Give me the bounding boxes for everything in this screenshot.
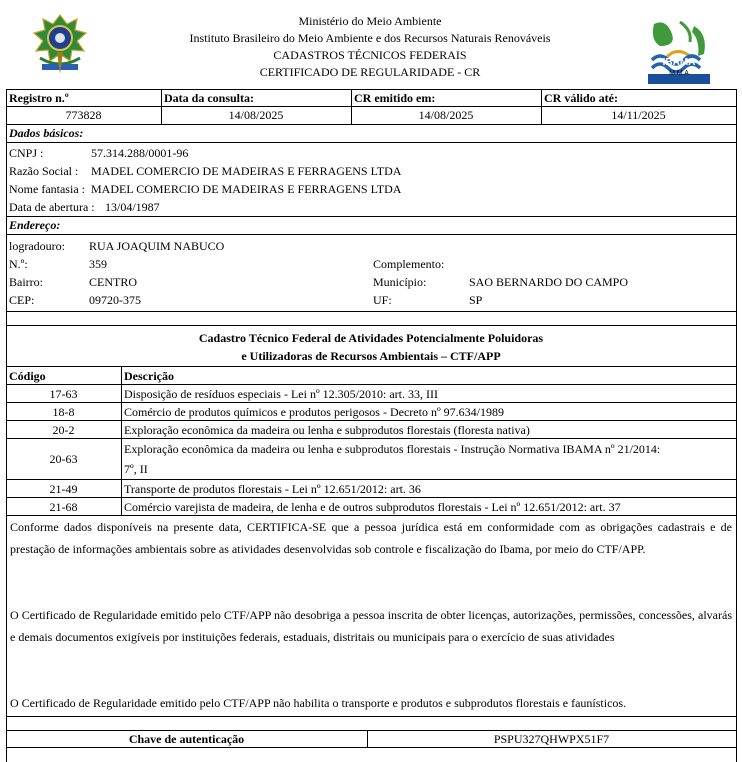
activity-description: Exploração econômica da madeira ou lenha e subprodutos florestais (floresta nativa)	[124, 423, 530, 437]
uf-value: SP	[469, 293, 483, 307]
valido-label: CR válido até:	[544, 91, 618, 105]
activity-description: Comércio de produtos químicos e produtos perigosos - Decreto nº 97.634/1989	[124, 405, 504, 419]
divider	[6, 716, 736, 717]
disclaimer-paragraph: O Certificado de Regularidade emitido pelo CTF/APP não desobriga a pessoa inscrita de obter licenças, autorizações, permissões, concessões, alvarás e demais documentos exigíveis por instituições federais, estaduais, distritais ou municipais para o exercício de suas atividades	[10, 608, 732, 644]
activity-description: Disposição de resíduos especiais - Lei nº 12.305/2010: art. 33, III	[124, 387, 438, 401]
brazil-coat-of-arms-icon	[30, 14, 90, 76]
divider	[6, 216, 736, 217]
activity-description-continuation: 7º, II	[124, 462, 148, 476]
ibama-logo-subtext: M M A	[669, 70, 689, 77]
divider	[6, 747, 736, 748]
nome-fantasia-label: Nome fantasia :	[9, 182, 85, 196]
numero-label: N.º:	[9, 257, 28, 271]
col-descricao-header: Descrição	[124, 369, 174, 383]
activity-code: 21-68	[49, 500, 78, 514]
header-certificate-title: CERTIFICADO DE REGULARIDADE - CR	[259, 65, 481, 79]
activity-code: 20-2	[52, 423, 75, 437]
endereco-heading: Endereço:	[9, 218, 61, 232]
activity-description: Transporte de produtos florestais - Lei nº 12.651/2012: art. 36	[124, 482, 421, 496]
header-institute: Instituto Brasileiro do Meio Ambiente e dos Recursos Naturais Renováveis	[189, 31, 551, 45]
col-codigo-header: Código	[9, 369, 46, 383]
divider	[6, 479, 736, 480]
ctf-title-line2: e Utilizadoras de Recursos Ambientais – CTF/APP	[241, 349, 501, 363]
bairro-value: CENTRO	[89, 275, 137, 289]
divider	[6, 142, 736, 143]
cep-label: CEP:	[9, 293, 35, 307]
ibama-logo-text: IBAMA	[662, 57, 696, 68]
registro-value: 773828	[65, 108, 102, 122]
numero-value: 359	[89, 257, 107, 271]
divider	[6, 124, 736, 125]
complemento-label: Complemento:	[373, 257, 445, 271]
nome-fantasia-value: MADEL COMERCIO DE MADEIRAS E FERRAGENS LTDA	[91, 182, 402, 196]
divider	[6, 420, 736, 421]
chave-value: PSPU327QHWPX51F7	[493, 732, 610, 746]
dados-basicos-heading: Dados básicos:	[9, 126, 84, 140]
activity-code: 17-63	[49, 387, 78, 401]
divider	[6, 325, 736, 326]
emitido-label: CR emitido em:	[354, 91, 436, 105]
activity-description: Comércio varejista de madeira, de lenha e de outros subprodutos florestais - Lei nº 12.651/2012: art. 37	[124, 500, 621, 514]
header-cadastros: CADASTROS TÉCNICOS FEDERAIS	[273, 48, 467, 62]
valido-value: 14/11/2025	[611, 108, 666, 122]
divider	[6, 311, 736, 312]
data-abertura-label: Data de abertura :	[9, 200, 95, 214]
activity-description: Exploração econômica da madeira ou lenha e subprodutos florestais - Instrução Normativa IBAMA nº 21/2014:	[124, 442, 661, 456]
divider	[6, 234, 736, 235]
cnpj-label: CNPJ :	[9, 146, 44, 160]
certification-paragraph: Conforme dados disponíveis na presente data, CERTIFICA-SE que a pessoa jurídica está em conformidade com as obrigações cadastrais e de prestação de informações ambientais sobre as atividades desenvolvidas sob controle e fiscalização do Ibama, por meio do CTF/APP.	[10, 520, 732, 556]
bairro-label: Bairro:	[9, 275, 43, 289]
uf-label: UF:	[373, 293, 392, 307]
divider	[6, 384, 736, 385]
header-ministry: Ministério do Meio Ambiente	[298, 14, 442, 28]
cnpj-value: 57.314.288/0001-96	[91, 146, 189, 160]
consulta-value: 14/08/2025	[228, 108, 284, 122]
registro-label: Registro n.º	[9, 91, 69, 105]
municipio-label: Município:	[373, 275, 427, 289]
consulta-label: Data da consulta:	[164, 91, 255, 105]
activity-code: 20-63	[49, 452, 78, 466]
transport-disclaimer-paragraph: O Certificado de Regularidade emitido pelo CTF/APP não habilita o transporte e produtos e subprodutos florestais e faunísticos.	[10, 696, 627, 710]
municipio-value: SAO BERNARDO DO CAMPO	[469, 275, 629, 289]
cep-value: 09720-375	[89, 293, 141, 307]
divider	[6, 438, 736, 439]
divider	[6, 402, 736, 403]
razao-social-label: Razão Social :	[9, 164, 79, 178]
activity-code: 21-49	[49, 482, 78, 496]
ctf-title-line1: Cadastro Técnico Federal de Atividades Potencialmente Poluidoras	[198, 331, 544, 345]
data-abertura-value: 13/04/1987	[105, 200, 160, 214]
razao-social-value: MADEL COMERCIO DE MADEIRAS E FERRAGENS LTDA	[91, 164, 402, 178]
divider	[6, 106, 736, 107]
chave-label: Chave de autenticação	[128, 732, 245, 746]
logradouro-label: logradouro:	[9, 239, 65, 253]
logradouro-value: RUA JOAQUIM NABUCO	[89, 239, 225, 253]
divider	[6, 730, 736, 731]
divider	[6, 89, 736, 90]
divider	[6, 497, 736, 498]
divider	[6, 366, 736, 367]
activity-code: 18-8	[52, 405, 75, 419]
ibama-logo-icon	[646, 16, 712, 90]
divider	[121, 366, 122, 515]
right-border	[736, 89, 737, 762]
emitido-value: 14/08/2025	[418, 108, 474, 122]
